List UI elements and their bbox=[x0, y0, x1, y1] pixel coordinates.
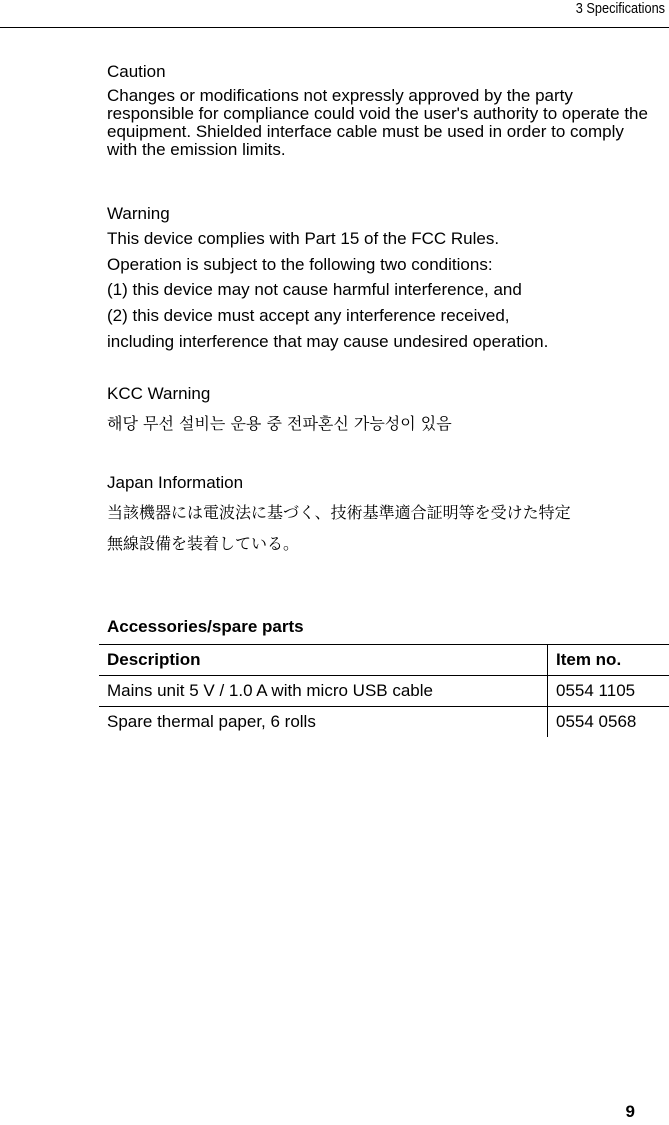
japan-lines bbox=[107, 497, 652, 559]
warning-line: (2) this device must accept any interference received, bbox=[107, 306, 510, 326]
japan-line: 当該機器には電波法に基づく、技術基準適合証明等を受けた特定 bbox=[107, 503, 571, 522]
warning-line: including interference that may cause undesired operation. bbox=[107, 331, 549, 351]
item-no-cell: 0554 0568 bbox=[556, 712, 637, 731]
caution-text: Changes or modifications not expressly approved by the party responsible for compliance could void the user's authority to operate the equipment. Shielded interface cable must be used in order to comply with the emission limits. bbox=[107, 86, 648, 159]
accessories-table bbox=[99, 644, 669, 737]
warning-section bbox=[107, 204, 652, 354]
japan-heading: Japan Information bbox=[107, 473, 244, 492]
kcc-heading: KCC Warning bbox=[107, 384, 211, 403]
header-divider bbox=[0, 27, 669, 28]
description-cell: Spare thermal paper, 6 rolls bbox=[99, 707, 548, 738]
kcc-text: 해당 무선 설비는 운용 중 전파혼신 가능성이 있음 bbox=[107, 414, 452, 433]
caution-section bbox=[107, 62, 652, 159]
item-no-cell: 0554 1105 bbox=[556, 681, 636, 700]
japan-line: 無線設備を装着している。 bbox=[107, 534, 300, 553]
caution-heading: Caution bbox=[107, 62, 166, 81]
column-header-description: Description bbox=[99, 645, 548, 676]
warning-lines bbox=[107, 226, 652, 354]
warning-line: (1) this device may not cause harmful interference, and bbox=[107, 280, 522, 300]
page-number: 9 bbox=[625, 1102, 635, 1121]
running-header-title: 3 Specifications bbox=[575, 0, 665, 17]
table-row bbox=[99, 707, 669, 738]
accessories-title: Accessories/spare parts bbox=[107, 617, 304, 636]
kcc-section bbox=[107, 384, 652, 439]
warning-heading: Warning bbox=[107, 204, 170, 223]
table-row bbox=[99, 676, 669, 707]
description-cell: Mains unit 5 V / 1.0 A with micro USB cable bbox=[99, 676, 548, 707]
column-header-item-no: Item no. bbox=[556, 650, 622, 669]
japan-section bbox=[107, 473, 652, 559]
warning-line: Operation is subject to the following two conditions: bbox=[107, 254, 493, 274]
table-header-row bbox=[99, 645, 669, 676]
warning-line: This device complies with Part 15 of the FCC Rules. bbox=[107, 229, 500, 248]
